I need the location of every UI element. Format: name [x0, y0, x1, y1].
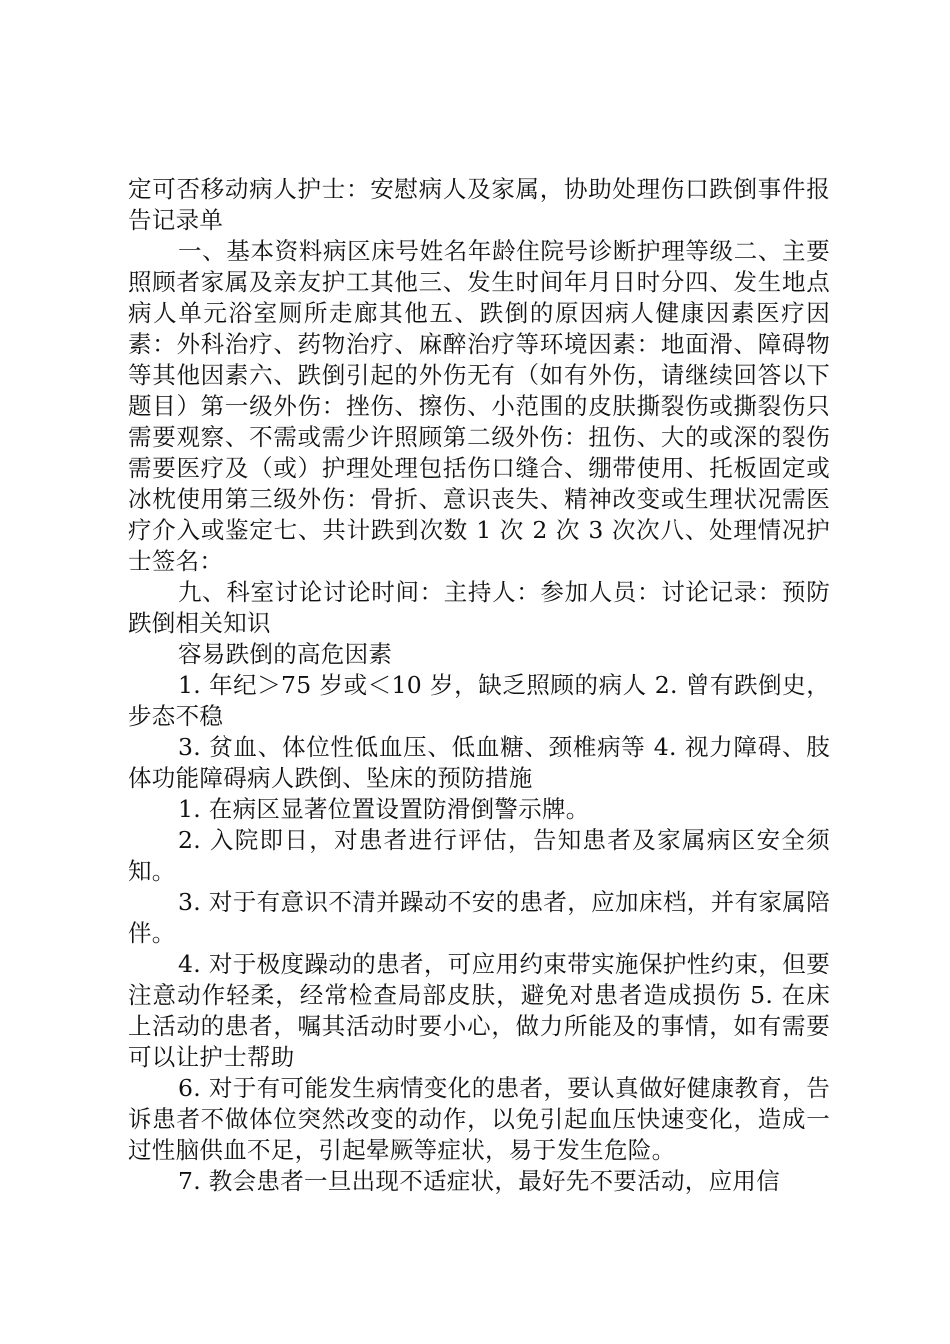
- paragraph-report-form: 一、基本资料病区床号姓名年龄住院号诊断护理等级二、主要照顾者家属及亲友护工其他三、发生时间年月日时分四、发生地点病人单元浴室厕所走廊其他五、跌倒的原因病人健康因素医疗因素：外科治疗、药物治疗、麻醉治疗等环境因素：地面滑、障碍物等其他因素六、跌倒引起的外伤无有（如有外伤，请继续回答以下题目）第一级外伤：挫伤、擦伤、小范围的皮肤撕裂伤或撕裂伤只需要观察、不需或需少许照顾第二级外伤：扭伤、大的或深的裂伤需要医疗及（或）护理处理包括伤口缝合、绷带使用、托板固定或冰枕使用第三级外伤：骨折、意识丧失、精神改变或生理状况需医疗介入或鉴定七、共计跌到次数 1 次 2 次 3 次次八、处理情况护士签名：: [128, 237, 830, 575]
- document-body: [128, 174, 830, 1197]
- paragraph-measure-1: 1. 在病区显著位置设置防滑倒警示牌。: [178, 795, 590, 823]
- paragraph-risk-3: 3. 贫血、体位性低血压、低血糖、颈椎病等 4. 视力障碍、肢体功能障碍病人跌倒、坠床的预防措施: [128, 733, 830, 792]
- paragraph-measure-2: 2. 入院即日，对患者进行评估，告知患者及家属病区安全须知。: [128, 826, 830, 885]
- paragraph-measure-4: 4. 对于极度躁动的患者，可应用约束带实施保护性约束，但要注意动作轻柔，经常检查局部皮肤，避免对患者造成损伤 5. 在床上活动的患者，嘱其活动时要小心，做力所能及的事情，如有需要可以让护士帮助: [128, 950, 830, 1071]
- paragraph-discussion: 九、科室讨论讨论时间：主持人：参加人员：讨论记录：预防跌倒相关知识: [128, 578, 830, 637]
- paragraph-intro: 定可否移动病人护士：安慰病人及家属，协助处理伤口跌倒事件报告记录单: [128, 175, 830, 234]
- paragraph-risk-heading: 容易跌倒的高危因素: [178, 640, 393, 668]
- paragraph-measure-6: 6. 对于有可能发生病情变化的患者，要认真做好健康教育，告诉患者不做体位突然改变的动作，以免引起血压快速变化，造成一过性脑供血不足，引起晕厥等症状，易于发生危险。: [128, 1074, 830, 1164]
- paragraph-measure-7: 7. 教会患者一旦出现不适症状，最好先不要活动，应用信: [178, 1167, 780, 1195]
- paragraph-risk-1: 1. 年纪＞75 岁或＜10 岁，缺乏照顾的病人 2. 曾有跌倒史，步态不稳: [128, 671, 830, 730]
- paragraph-measure-3: 3. 对于有意识不清并躁动不安的患者，应加床档，并有家属陪伴。: [128, 888, 830, 947]
